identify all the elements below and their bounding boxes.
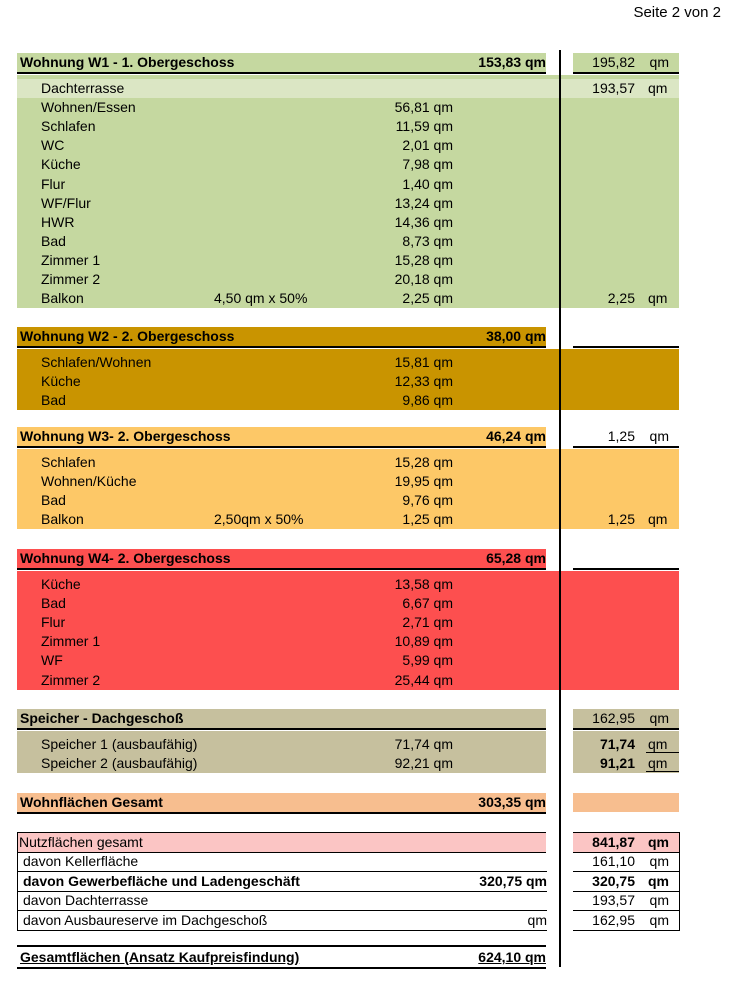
section-header — [17, 327, 546, 348]
room-name: Speicher 2 (ausbaufähig) — [41, 755, 198, 772]
nutz-row-sum: 320,75 qm — [479, 872, 547, 889]
page-number: Seite 2 von 2 — [633, 4, 721, 21]
table-row — [17, 270, 679, 289]
table-row — [17, 98, 679, 117]
table-row — [17, 632, 679, 651]
room-area: 5,99 qm — [402, 652, 453, 669]
nutz-right-unit: qm — [648, 834, 669, 850]
room-right-unit: qm — [648, 80, 668, 96]
nutz-left-border — [17, 832, 18, 930]
room-name: Küche — [41, 576, 81, 592]
nutz-row-name: davon Kellerfläche — [23, 853, 139, 869]
section-right-unit: qm — [649, 428, 669, 444]
room-name: Zimmer 2 — [41, 271, 101, 287]
room-area: 1,40 qm — [402, 175, 453, 192]
room-note: 4,50 qm x 50% — [214, 290, 308, 307]
room-area: 92,21 qm — [394, 755, 453, 772]
nutz-row-right-unit: qm — [649, 853, 669, 869]
room-name: Wohnen/Essen — [41, 99, 136, 116]
nutz-row-right-value: 161,10 — [592, 853, 635, 869]
section-sum: 153,83 qm — [478, 54, 546, 70]
room-right-value: 193,57 — [592, 80, 635, 96]
room-right-value: 1,25 — [607, 511, 635, 528]
section-sum: 46,24 qm — [486, 428, 546, 444]
total-title: Wohnflächen Gesamt — [20, 794, 163, 810]
room-area: 19,95 qm — [394, 473, 453, 490]
table-row — [17, 194, 679, 213]
room-area: 15,81 qm — [394, 354, 453, 370]
room-name: Bad — [41, 392, 66, 409]
section-right-value: 1,25 — [607, 428, 635, 444]
nutz-row-right — [573, 852, 680, 872]
room-name: Speicher 1 (ausbaufähig) — [41, 736, 198, 752]
nutz-row-right-unit: qm — [649, 911, 669, 928]
table-row — [17, 491, 679, 510]
nutz-row-name: davon Ausbaureserve im Dachgeschoß — [23, 911, 268, 928]
table-row — [17, 754, 679, 773]
section-title: Wohnung W4- 2. Obergeschoss — [20, 550, 231, 566]
room-area: 14,36 qm — [394, 213, 453, 230]
unit-underline — [646, 771, 679, 772]
nutz-row — [17, 891, 547, 911]
room-name: Zimmer 1 — [41, 633, 101, 650]
room-name: Bad — [41, 595, 66, 612]
nutz-row-right-value: 193,57 — [592, 892, 635, 908]
section-header — [17, 53, 546, 74]
table-row — [17, 671, 679, 690]
room-name: Dachterrasse — [41, 80, 125, 96]
room-area: 71,74 qm — [394, 736, 453, 752]
room-name: Balkon — [41, 511, 84, 528]
section-header-right — [573, 709, 679, 730]
room-name: WF — [41, 652, 63, 669]
nutz-row-name: davon Gewerbefläche und Ladengeschäft — [23, 872, 300, 889]
nutz-right-border — [679, 832, 680, 930]
nutz-row — [17, 911, 547, 931]
nutzflaechen-right — [573, 832, 679, 853]
room-area: 6,67 qm — [402, 595, 453, 612]
table-row — [17, 117, 679, 136]
room-area: 2,25 qm — [402, 290, 453, 307]
table-row — [17, 391, 679, 410]
room-area: 2,01 qm — [402, 137, 453, 154]
room-right-value: 91,21 — [599, 755, 635, 772]
section-header — [17, 427, 546, 448]
nutz-row-right — [573, 891, 680, 911]
section-right-unit: qm — [649, 54, 669, 70]
nutz-row-name: davon Dachterrasse — [23, 892, 149, 908]
room-area: 12,33 qm — [394, 373, 453, 390]
room-area: 25,44 qm — [394, 671, 453, 688]
room-right-unit: qm — [648, 290, 668, 307]
room-area: 13,58 qm — [394, 576, 453, 592]
table-row — [17, 289, 679, 308]
unit-underline — [646, 752, 679, 753]
table-row — [17, 594, 679, 613]
gesamt-row — [17, 948, 546, 969]
room-area: 13,24 qm — [394, 194, 453, 211]
section-header — [17, 709, 546, 730]
section-sum: 38,00 qm — [486, 328, 546, 344]
table-row — [17, 251, 679, 270]
nutz-row-right-value: 162,95 — [592, 911, 635, 928]
total-sum: 303,35 qm — [478, 794, 546, 810]
room-name: Zimmer 2 — [41, 671, 101, 688]
room-right-value: 2,25 — [607, 290, 635, 307]
gesamt-title: Gesamtflächen (Ansatz Kaufpreisfindung) — [20, 949, 300, 965]
room-name: Zimmer 1 — [41, 251, 101, 268]
room-area: 10,89 qm — [394, 633, 453, 650]
section-header-right — [573, 427, 679, 448]
room-area: 7,98 qm — [402, 156, 453, 173]
section-header-right — [573, 327, 679, 348]
section-right-value: 162,95 — [592, 710, 635, 726]
room-note: 2,50qm x 50% — [214, 511, 304, 528]
room-name: Wohnen/Küche — [41, 473, 137, 490]
room-name: Schlafen — [41, 118, 96, 135]
section-header — [17, 549, 546, 570]
room-name: Küche — [41, 373, 81, 390]
gesamt-top-rule — [17, 945, 546, 947]
table-row — [17, 453, 679, 472]
table-row — [17, 175, 679, 194]
table-row — [17, 353, 679, 372]
room-right-unit: qm — [648, 511, 668, 528]
column-divider — [559, 50, 561, 967]
room-right-unit: qm — [648, 755, 668, 772]
room-area: 56,81 qm — [394, 99, 453, 116]
wohnflaechen-total — [17, 793, 546, 814]
nutz-row-right — [573, 872, 680, 892]
room-name: Flur — [41, 614, 66, 631]
section-right-value: 195,82 — [592, 54, 635, 70]
section-title: Speicher - Dachgeschoß — [20, 710, 184, 726]
nutz-title: Nutzflächen gesamt — [19, 834, 143, 850]
wohnflaechen-right — [573, 793, 679, 812]
section-title: Wohnung W3- 2. Obergeschoss — [20, 428, 231, 444]
section-sum: 65,28 qm — [486, 550, 546, 566]
section-right-unit: qm — [649, 710, 669, 726]
room-right-value: 71,74 — [599, 736, 635, 752]
table-row — [17, 372, 679, 391]
room-area: 8,73 qm — [402, 232, 453, 249]
nutz-row-right-unit: qm — [648, 872, 669, 889]
table-row — [17, 613, 679, 632]
table-row — [17, 213, 679, 232]
nutz-row-sum: qm — [527, 911, 547, 928]
nutzflaechen-header — [17, 832, 546, 853]
room-name: HWR — [41, 213, 75, 230]
table-row — [17, 735, 679, 754]
room-name: Schlafen/Wohnen — [41, 354, 152, 370]
room-area: 15,28 qm — [394, 454, 453, 470]
room-area: 1,25 qm — [402, 511, 453, 528]
room-area: 20,18 qm — [394, 271, 453, 287]
room-area: 2,71 qm — [402, 614, 453, 631]
section-title: Wohnung W2 - 2. Obergeschoss — [20, 328, 235, 344]
room-name: Flur — [41, 175, 66, 192]
section-title: Wohnung W1 - 1. Obergeschoss — [20, 54, 235, 70]
room-area: 15,28 qm — [394, 251, 453, 268]
room-name: Küche — [41, 156, 81, 173]
table-row — [17, 232, 679, 251]
room-area: 9,86 qm — [402, 392, 453, 409]
room-name: Schlafen — [41, 454, 96, 470]
table-row — [17, 136, 679, 155]
section-header-right — [573, 53, 679, 74]
table-row — [17, 575, 679, 594]
room-name: WF/Flur — [41, 194, 91, 211]
room-area: 9,76 qm — [402, 492, 453, 509]
table-row — [17, 472, 679, 491]
room-name: WC — [41, 137, 65, 154]
nutz-row — [17, 852, 547, 872]
room-area: 11,59 qm — [395, 118, 453, 135]
table-row — [17, 651, 679, 670]
room-right-unit: qm — [648, 736, 668, 752]
table-row — [17, 79, 679, 98]
nutz-row-right-unit: qm — [649, 892, 669, 908]
table-row — [17, 510, 679, 529]
room-name: Bad — [41, 232, 66, 249]
nutz-right-value: 841,87 — [592, 834, 635, 850]
nutz-row-right-value: 320,75 — [592, 872, 635, 889]
nutz-row — [17, 872, 547, 892]
gesamt-sum: 624,10 qm — [478, 949, 546, 965]
table-row — [17, 155, 679, 174]
room-name: Balkon — [41, 290, 84, 307]
section-header-right — [573, 549, 679, 570]
room-name: Bad — [41, 492, 66, 509]
nutz-row-right — [573, 911, 680, 931]
